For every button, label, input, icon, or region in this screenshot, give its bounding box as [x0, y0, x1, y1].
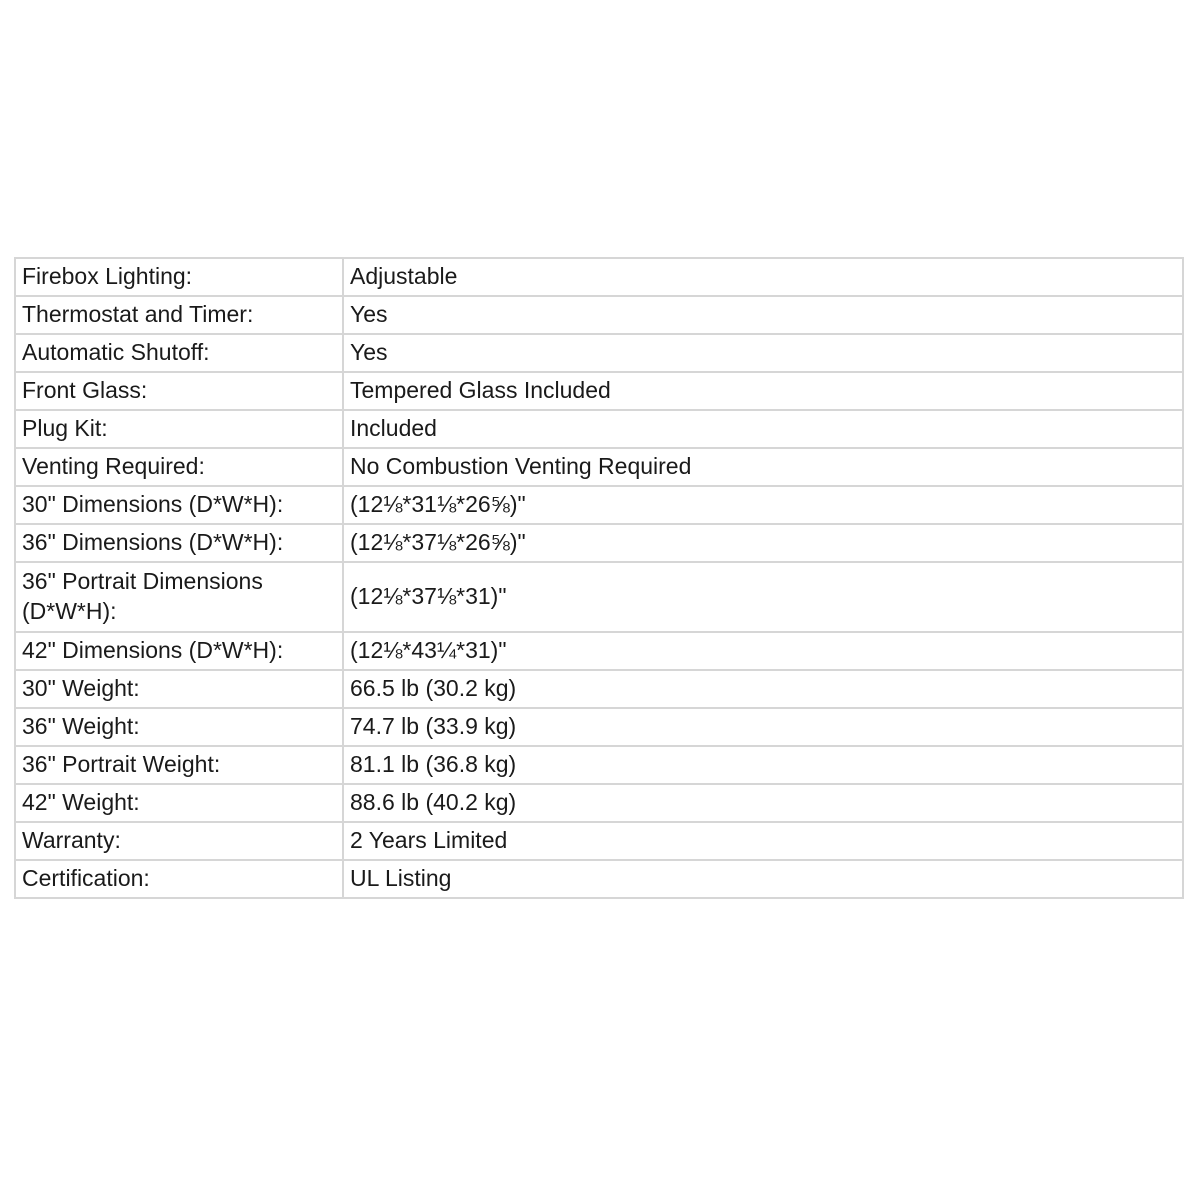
spec-label: Plug Kit: [15, 410, 343, 448]
spec-value: 2 Years Limited [343, 822, 1183, 860]
spec-value: (12⅛*31⅛*26⅝)" [343, 486, 1183, 524]
spec-label: 42" Weight: [15, 784, 343, 822]
spec-value: (12⅛*37⅛*31)" [343, 562, 1183, 632]
table-row [15, 860, 1183, 898]
table-row [15, 746, 1183, 784]
spec-label: Front Glass: [15, 372, 343, 410]
spec-value: (12⅛*43¼*31)" [343, 632, 1183, 670]
spec-label: Automatic Shutoff: [15, 334, 343, 372]
spec-value: No Combustion Venting Required [343, 448, 1183, 486]
spec-value: Yes [343, 296, 1183, 334]
spec-label: Firebox Lighting: [15, 258, 343, 296]
spec-label: 30" Dimensions (D*W*H): [15, 486, 343, 524]
spec-value: Adjustable [343, 258, 1183, 296]
spec-value: Tempered Glass Included [343, 372, 1183, 410]
table-row [15, 632, 1183, 670]
spec-label: Certification: [15, 860, 343, 898]
spec-value: UL Listing [343, 860, 1183, 898]
spec-label: 42" Dimensions (D*W*H): [15, 632, 343, 670]
table-row [15, 258, 1183, 296]
spec-value: 74.7 lb (33.9 kg) [343, 708, 1183, 746]
table-row [15, 670, 1183, 708]
spec-value: 88.6 lb (40.2 kg) [343, 784, 1183, 822]
spec-label: Venting Required: [15, 448, 343, 486]
specifications-table [14, 257, 1184, 899]
spec-label: 30" Weight: [15, 670, 343, 708]
table-row [15, 784, 1183, 822]
table-row [15, 524, 1183, 562]
spec-value: 81.1 lb (36.8 kg) [343, 746, 1183, 784]
spec-label: 36" Dimensions (D*W*H): [15, 524, 343, 562]
table-row [15, 448, 1183, 486]
table-row [15, 486, 1183, 524]
table-row [15, 334, 1183, 372]
table-row [15, 372, 1183, 410]
spec-value: Included [343, 410, 1183, 448]
table-row [15, 822, 1183, 860]
spec-label: 36" Portrait Dimensions (D*W*H): [15, 562, 343, 632]
spec-label: 36" Portrait Weight: [15, 746, 343, 784]
table-row [15, 708, 1183, 746]
spec-label: Thermostat and Timer: [15, 296, 343, 334]
table-row [15, 410, 1183, 448]
spec-value: Yes [343, 334, 1183, 372]
spec-value: (12⅛*37⅛*26⅝)" [343, 524, 1183, 562]
spec-value: 66.5 lb (30.2 kg) [343, 670, 1183, 708]
spec-label: Warranty: [15, 822, 343, 860]
table-row [15, 562, 1183, 632]
table-row [15, 296, 1183, 334]
spec-label: 36" Weight: [15, 708, 343, 746]
